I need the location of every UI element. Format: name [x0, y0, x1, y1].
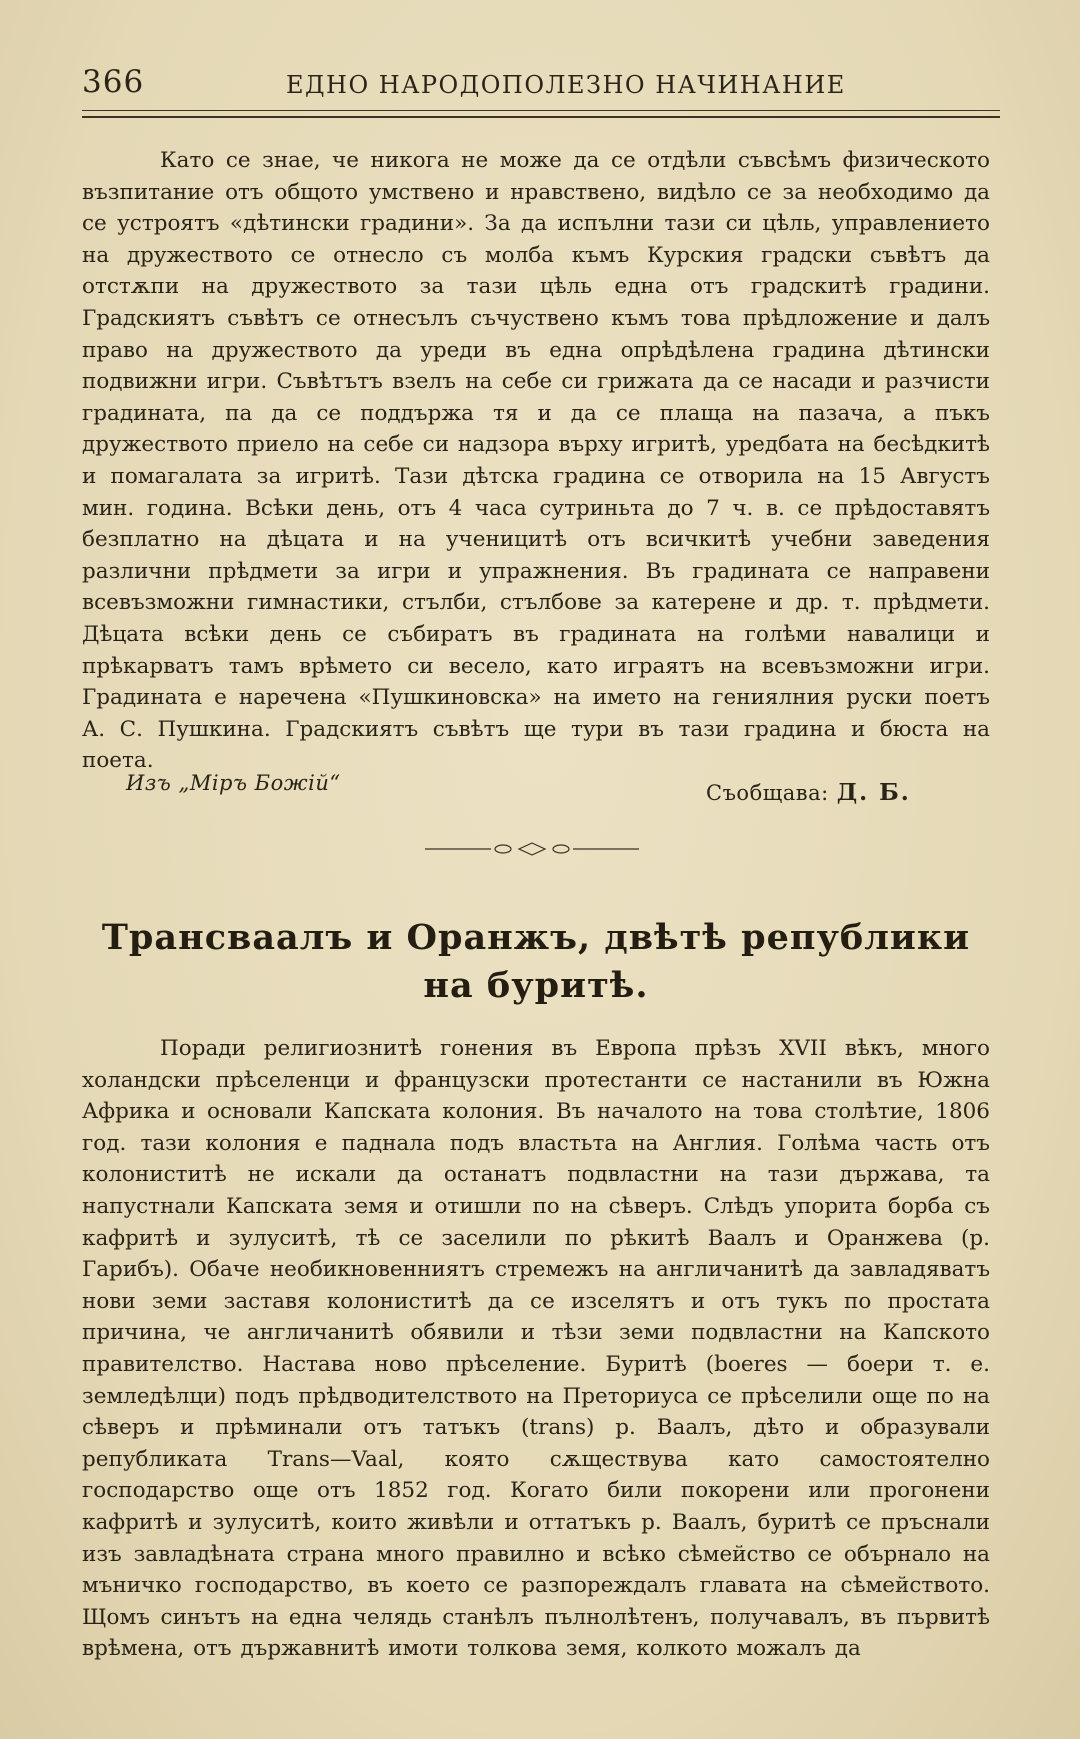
running-head: [82, 64, 1000, 104]
article-kindergarten-body: [82, 145, 990, 777]
header-double-rule: [82, 110, 1000, 118]
article-title: [82, 914, 990, 1010]
source-attribution: Изъ „Міръ Божій“: [126, 771, 341, 795]
article-title-line-1: Трансваалъ и Оранжъ, двѣтѣ републики: [101, 917, 971, 958]
reported-by: [706, 779, 911, 806]
body-paragraph: Като се знае, че никога не може да се отдѣли съвсѣмъ физическото възпитание отъ общото умствено и нравствено, видѣло се за необходимо да се устроятъ «дѣтински градини». За да испълни тази си цѣль, управлението на дружеството се отнесло съ молба къмъ Курския градски съвѣтъ да отстѫпи на дружеството за тази цѣль една отъ градскитѣ градини. Градскиятъ съвѣтъ се отнесълъ съчуствено къмъ това прѣдложение и далъ право на дружеството да уреди въ една опрѣдѣлена градина дѣтински подвижни игри. Съвѣтътъ взелъ на себе си грижата да се насади и разчисти градината, па да се поддържа тя и да се плаща на пазача, а пъкъ дружеството приело на себе си надзора върху игритѣ, уредбата на бесѣдкитѣ и помагалата за игритѣ. Тази дѣтска градина се отворила на 15 Августъ мин. година. Всѣки день, отъ 4 часа сутриньта до 7 ч. в. се прѣдоставятъ безплатно на дѣцата и на ученицитѣ отъ всичкитѣ учебни заведения различни прѣдмети за игри и упражнения. Въ градината се направени всевъзможни гимнастики, стълби, стълбове за катерене и др. т. прѣдмети. Дѣцата всѣки день се събиратъ въ градината на голѣми навалици и прѣкарватъ тамъ врѣмето си весело, като играятъ на всевъзможни игри. Градината е наречена «Пушкиновска» на името на гениялния руски поетъ А. С. Пушкина. Градскиятъ съвѣтъ ще тури въ тази градина и бюста на поета.: [82, 148, 990, 774]
running-title: ЕДНО НАРОДОПОЛЕЗНО НАЧИНАНИЕ: [286, 71, 846, 99]
page-number: 366: [82, 64, 145, 100]
reporter-initials: Д. Б.: [836, 779, 911, 806]
article-transvaal-body: [82, 1033, 990, 1665]
body-paragraph: Поради религиознитѣ гонения въ Европа прѣзъ XVII вѣкъ, много холандски прѣселенци и французски протестанти се настанили въ Южна Африка и основали Капската колония. Въ началото на това столѣтие, 1806 год. тази колония е паднала подъ властьта на Англия. Голѣма часть отъ колониститѣ не искали да останатъ подвластни на тази държава, та напустнали Капската земя и отишли по на сѣверъ. Слѣдъ упорита борба съ кафритѣ и зулуситѣ, тѣ се заселили по рѣкитѣ Ваалъ и Оранжева (р. Гарибъ). Обаче необикновенниятъ стремежъ на англичанитѣ да завладяватъ нови земи заставя колониститѣ да се изселятъ и отъ тукъ по простата причина, че англичанитѣ обявили и тѣзи земи подвластни на Капското правителство. Настава ново прѣселение. Буритѣ (boeres — боери т. е. земледѣлци) подъ прѣдводителството на Преториуса се прѣселили още по на сѣверъ и прѣминали отъ татъкъ (trans) р. Ваалъ, дѣто и образували републиката Trans—Vaal, която сѫществува като самостоятелно господарство още отъ 1852 год. Когато били покорени или прогонени кафритѣ и зулуситѣ, които живѣли и оттатъкъ р. Ваалъ, буритѣ се пръснали изъ завладѣната страна много правилно и всѣко сѣмейство се обърнало на мъничко господарство, въ което се разпореждалъ главата на сѣмейството. Щомъ синътъ на една челядь станѣлъ пълнолѣтенъ, получавалъ, въ първитѣ врѣмена, отъ държавнитѣ имоти толкова земя, колкото можалъ да: [82, 1036, 990, 1662]
section-divider-ornament: [425, 841, 639, 857]
article-title-line-2: на буритѣ.: [423, 965, 649, 1006]
reported-label: Съобщава:: [706, 781, 829, 805]
